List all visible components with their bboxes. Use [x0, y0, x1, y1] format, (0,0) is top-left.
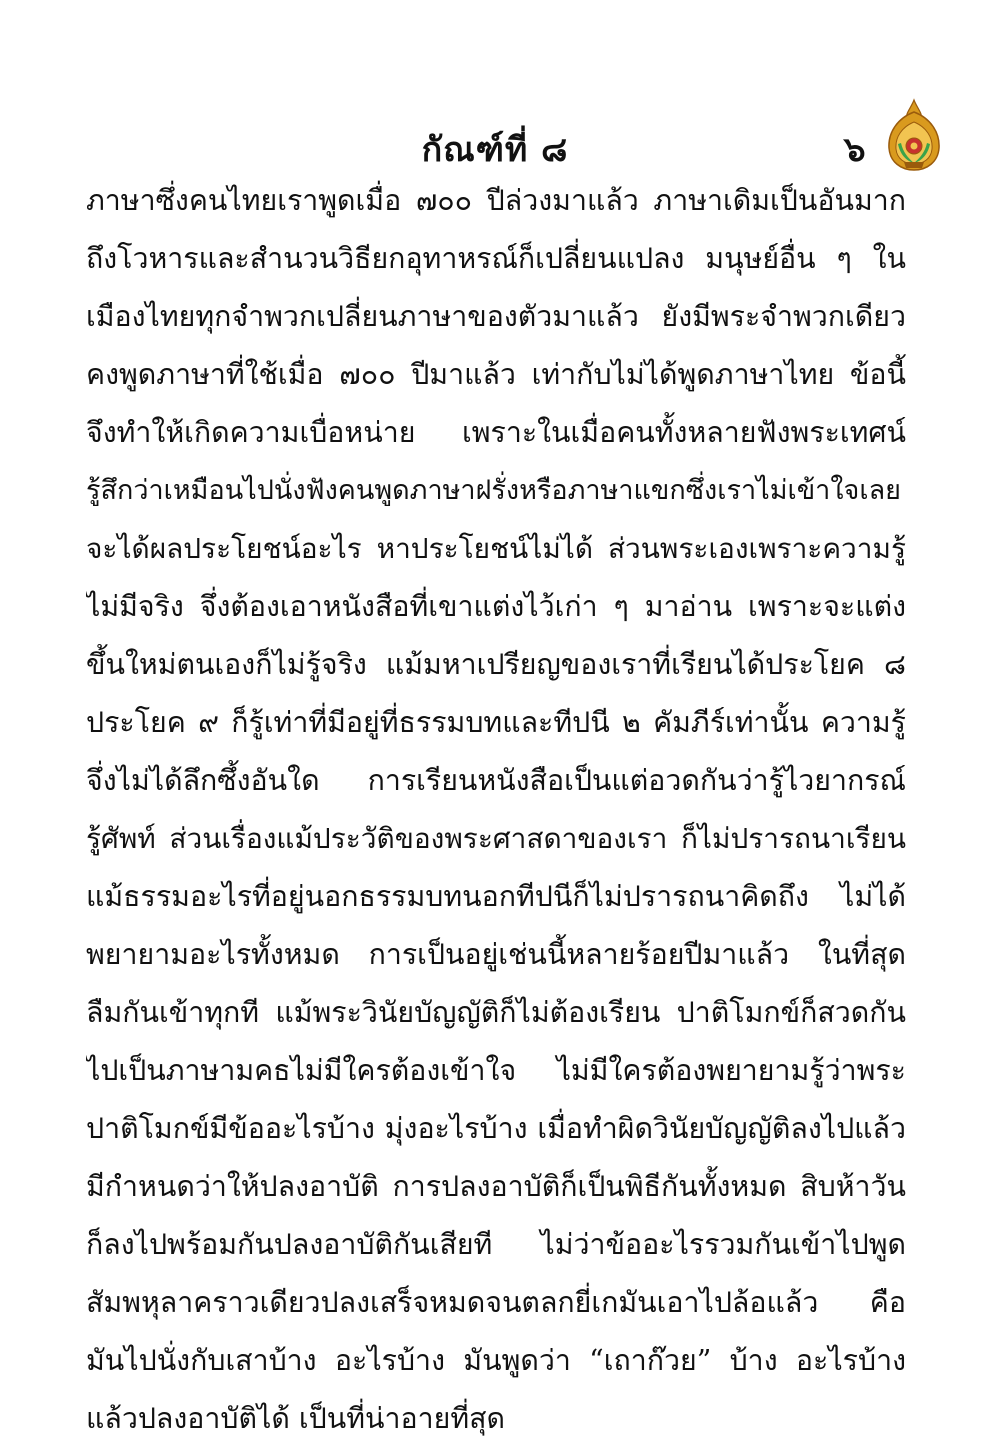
body-text	[86, 172, 906, 1448]
page-number: ๖	[844, 130, 866, 170]
text-line: รู้ศัพท์ ส่วนเรื่องแม้ประวัติของพระศาสดาของเรา ก็ไม่ปรารถนาเรียน	[86, 822, 906, 855]
text-line: ก็ลงไปพร้อมกันปลงอาบัติกันเสียที ไม่ว่าข้ออะไรรวมกันเข้าไปพูด	[86, 1228, 906, 1261]
royal-emblem-icon	[886, 98, 942, 172]
text-line: แล้วปลงอาบัติได้ เป็นที่น่าอายที่สุด	[86, 1402, 506, 1435]
text-line: สัมพหุลาคราวเดียวปลงเสร็จหมดจนตลกยี่เกมันเอาไปล้อแล้ว คือ	[86, 1286, 906, 1319]
text-line: มันไปนั่งกับเสาบ้าง อะไรบ้าง มันพูดว่า “เถาก๊วย” บ้าง อะไรบ้าง	[86, 1344, 906, 1377]
text-line: ลืมกันเข้าทุกที แม้พระวินัยบัญญัติก็ไม่ต้องเรียน ปาติโมกข์ก็สวดกัน	[86, 996, 906, 1029]
text-line: จะได้ผลประโยชน์อะไร หาประโยชน์ไม่ได้ ส่วนพระเองเพราะความรู้	[86, 532, 906, 565]
section-title: กัณฑ์ที่ ๘	[421, 130, 569, 170]
text-line: มีกำหนดว่าให้ปลงอาบัติ การปลงอาบัติก็เป็นพิธีกันทั้งหมด สิบห้าวัน	[86, 1170, 906, 1203]
text-line: ไปเป็นภาษามคธไม่มีใครต้องเข้าใจ ไม่มีใครต้องพยายามรู้ว่าพระ	[86, 1054, 906, 1087]
text-line: จึ่งไม่ได้ลึกซึ้งอันใด การเรียนหนังสือเป็นแต่อวดกันว่ารู้ไวยากรณ์	[86, 764, 906, 797]
text-line: แม้ธรรมอะไรที่อยู่นอกธรรมบทนอกทีปนีก็ไม่ปรารถนาคิดถึง ไม่ได้	[86, 880, 906, 913]
text-line: จึงทำให้เกิดความเบื่อหน่าย เพราะในเมื่อคนทั้งหลายฟังพระเทศน์	[86, 416, 906, 449]
text-line: ขึ้นใหม่ตนเองก็ไม่รู้จริง แม้มหาเปรียญของเราที่เรียนได้ประโยค ๘	[86, 648, 906, 681]
text-line: ปาติโมกข์มีข้ออะไรบ้าง มุ่งอะไรบ้าง เมื่อทำผิดวินัยบัญญัติลงไปแล้ว	[86, 1112, 906, 1145]
text-line: ประโยค ๙ ก็รู้เท่าที่มีอยู่ที่ธรรมบทและทีปนี ๒ คัมภีร์เท่านั้น ความรู้	[86, 706, 906, 739]
text-line: พยายามอะไรทั้งหมด การเป็นอยู่เช่นนี้หลายร้อยปีมาแล้ว ในที่สุด	[86, 938, 906, 971]
text-line: ไม่มีจริง จึ่งต้องเอาหนังสือที่เขาแต่งไว้เก่า ๆ มาอ่าน เพราะจะแต่ง	[86, 590, 906, 623]
text-line: ภาษาซึ่งคนไทยเราพูดเมื่อ ๗๐๐ ปีล่วงมาแล้ว ภาษาเดิมเป็นอันมาก	[86, 184, 906, 217]
text-line: เมืองไทยทุกจำพวกเปลี่ยนภาษาของตัวมาแล้ว ยังมีพระจำพวกเดียว	[86, 300, 906, 333]
text-line: ถึงโวหารและสำนวนวิธียกอุทาหรณ์ก็เปลี่ยนแปลง มนุษย์อื่น ๆ ใน	[86, 242, 906, 275]
text-line: คงพูดภาษาที่ใช้เมื่อ ๗๐๐ ปีมาแล้ว เท่ากับไม่ได้พูดภาษาไทย ข้อนี้	[86, 358, 906, 391]
text-line: รู้สึกว่าเหมือนไปนั่งฟังคนพูดภาษาฝรั่งหรือภาษาแขกซึ่งเราไม่เข้าใจเลย	[86, 475, 901, 506]
